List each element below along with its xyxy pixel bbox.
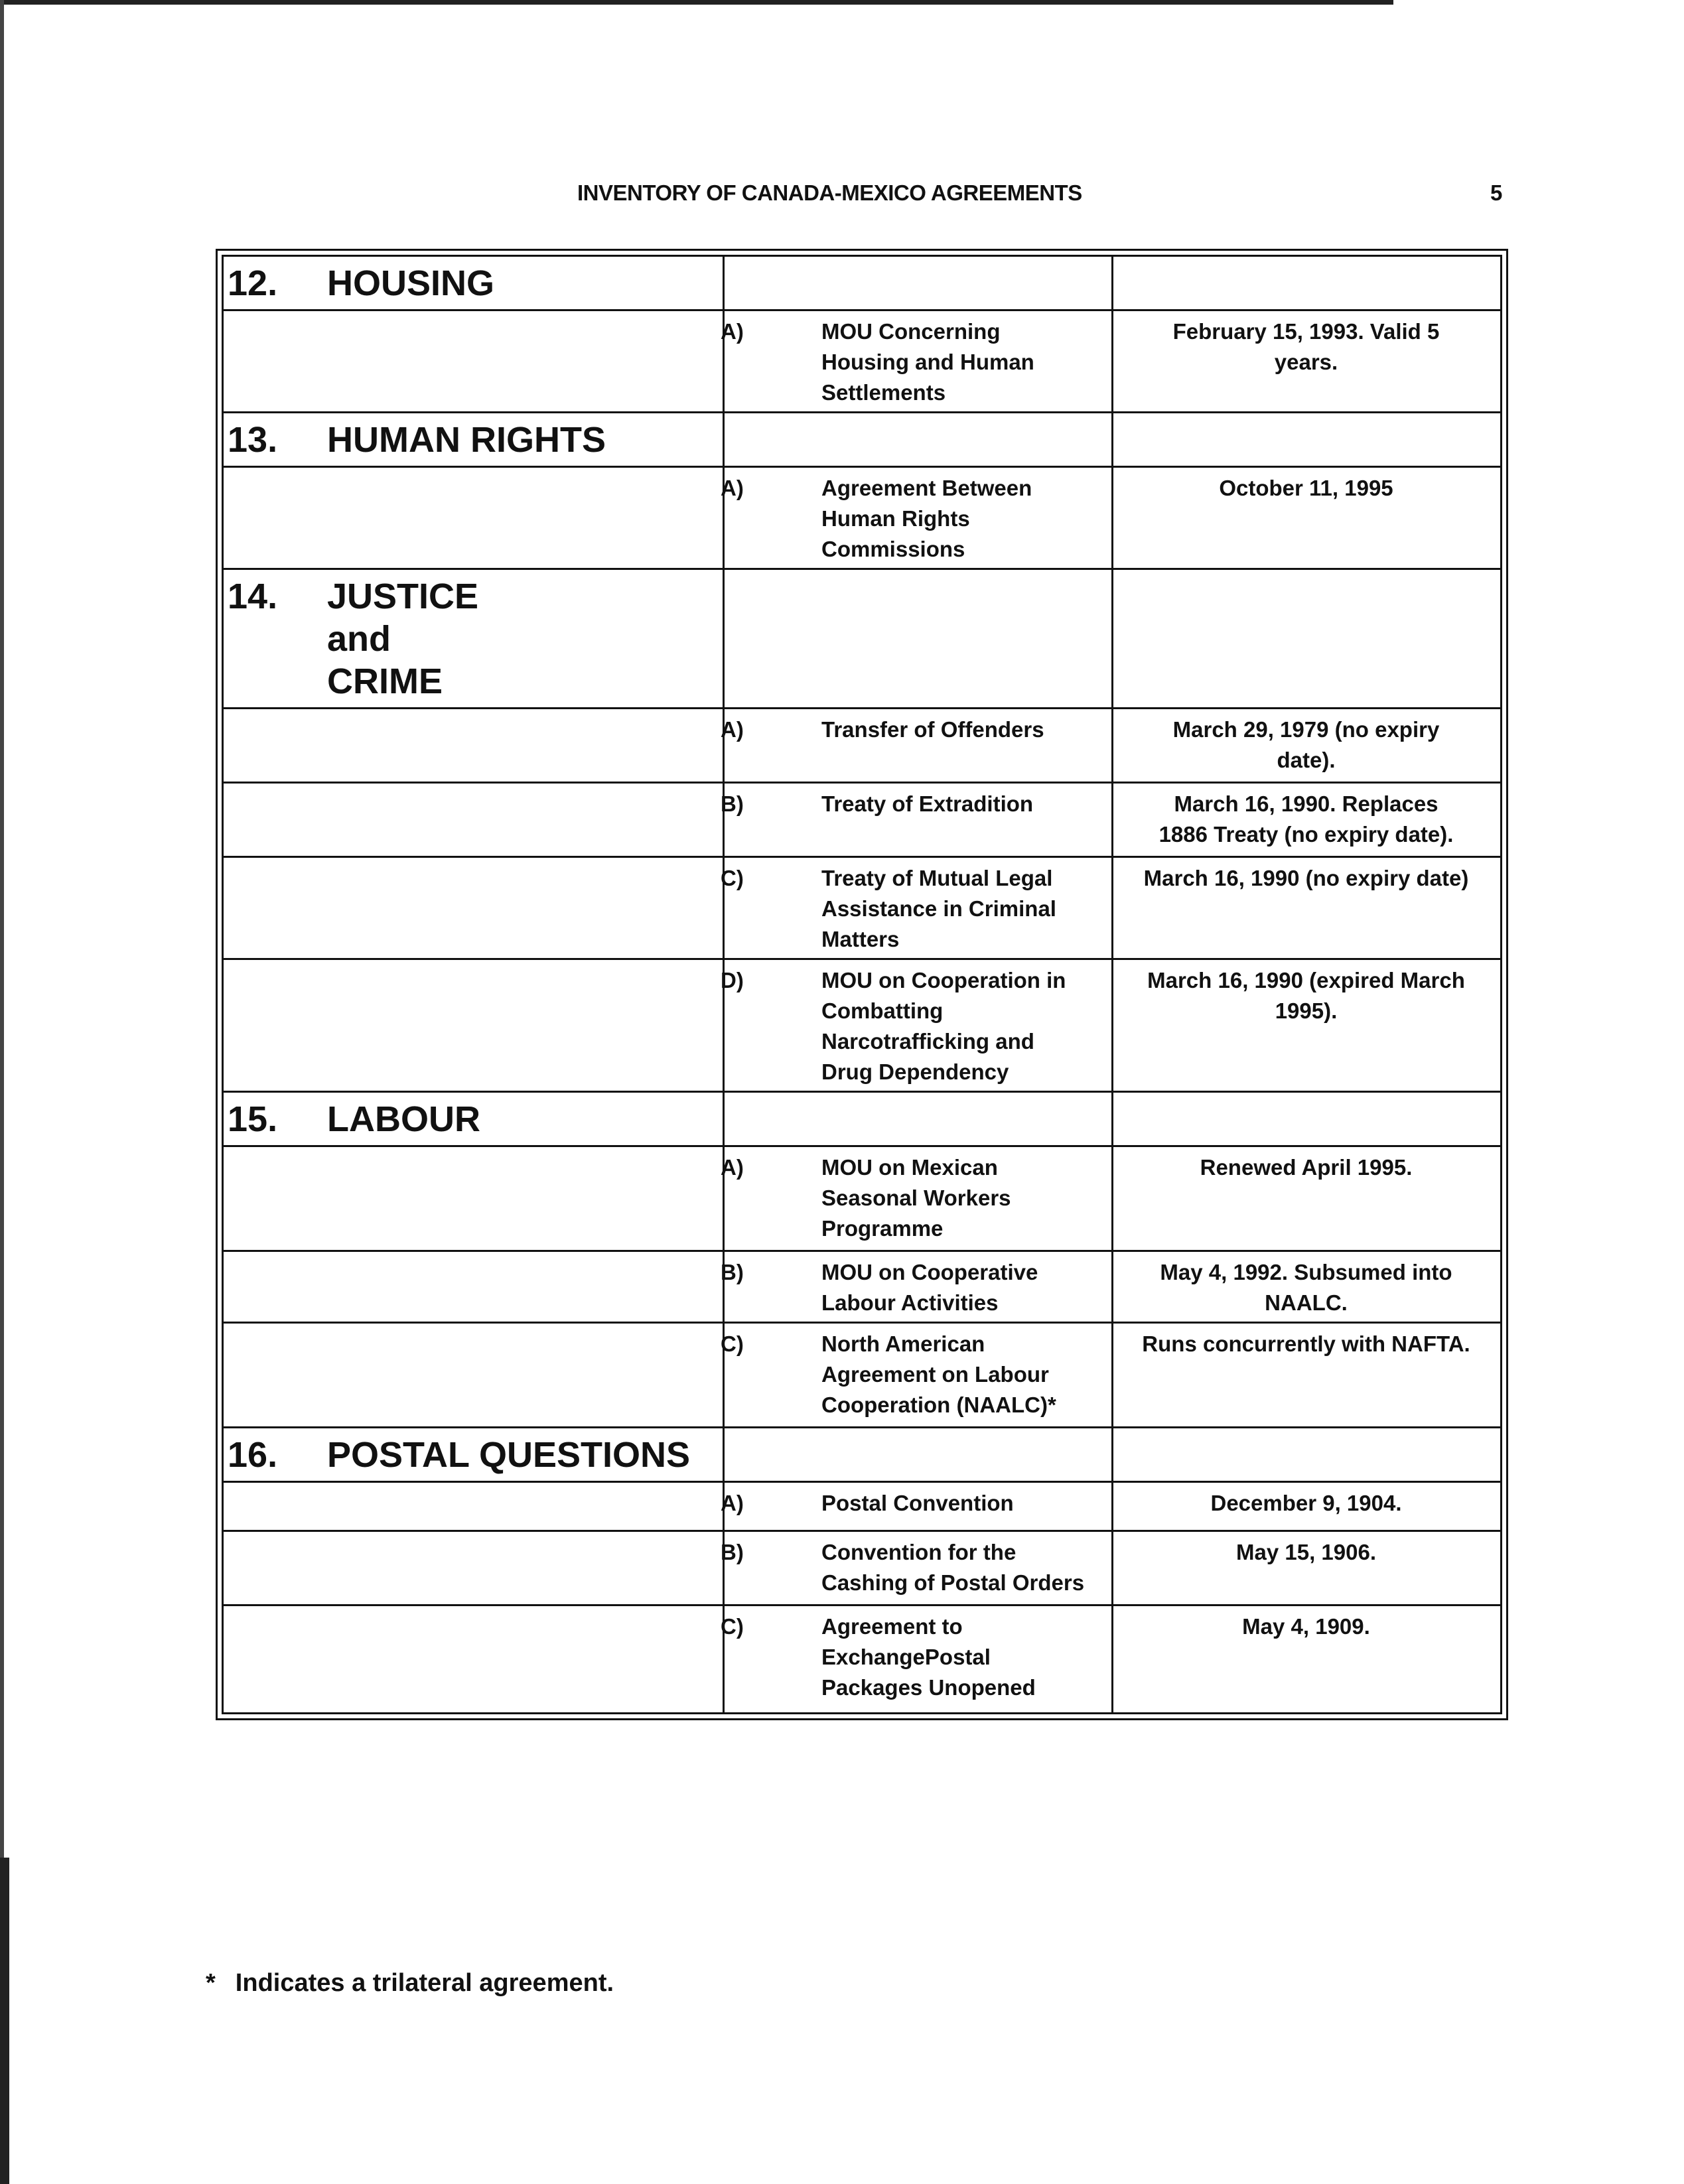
- table-row: [223, 1482, 1502, 1531]
- section-row-housing: [223, 256, 1502, 310]
- item-letter: B): [721, 1260, 744, 1284]
- item-letter: A): [721, 1155, 744, 1180]
- table-row: [223, 310, 1502, 413]
- item-date: October 11, 1995: [1219, 476, 1393, 500]
- item-letter: A): [721, 717, 744, 742]
- section-number: 16.: [228, 1435, 278, 1475]
- table-row: [223, 1146, 1502, 1251]
- section-row-postal-questions: [223, 1428, 1502, 1482]
- item-date: May 15, 1906.: [1236, 1540, 1376, 1564]
- footnote-marker: *: [206, 1969, 216, 1997]
- scan-edge-left-lower: [0, 1858, 9, 2184]
- section-name: HUMAN RIGHTS: [327, 420, 606, 460]
- table-row: [223, 783, 1502, 857]
- page-number: 5: [1490, 180, 1503, 205]
- section-number: 14.: [228, 577, 278, 616]
- table-row: [223, 1531, 1502, 1605]
- item-title: Convention for the Cashing of Postal Orders: [821, 1540, 1085, 1595]
- item-date: February 15, 1993. Valid 5 years.: [1172, 319, 1440, 374]
- table-row: [223, 857, 1502, 959]
- item-title: Agreement Between Human Rights Commissions: [821, 476, 1032, 561]
- item-title: Treaty of Extradition: [821, 791, 1034, 816]
- item-title: North American Agreement on Labour Cooperation (NAALC)*: [821, 1331, 1056, 1417]
- agreements-table-frame: [216, 249, 1508, 1720]
- table-row: [223, 1251, 1502, 1323]
- section-row-human-rights: [223, 413, 1502, 467]
- item-date: March 16, 1990 (expired March 1995).: [1147, 968, 1465, 1023]
- item-title: Postal Convention: [821, 1491, 1014, 1515]
- scan-edge-left: [0, 0, 4, 2184]
- section-name: HOUSING: [327, 263, 495, 303]
- table-row: [223, 467, 1502, 569]
- table-row: [223, 1323, 1502, 1428]
- item-letter: C): [721, 1331, 744, 1356]
- table-row: [223, 959, 1502, 1092]
- section-name: JUSTICE and CRIME: [327, 577, 479, 701]
- item-date: May 4, 1992. Subsumed into NAALC.: [1160, 1260, 1452, 1315]
- item-title: Agreement to ExchangePostal Packages Unopened: [821, 1614, 1036, 1700]
- item-letter: C): [721, 1614, 744, 1639]
- scan-edge-top: [0, 0, 1393, 5]
- footnote-text: Indicates a trilateral agreement.: [235, 1969, 614, 1997]
- item-date: May 4, 1909.: [1242, 1614, 1370, 1639]
- document-title: INVENTORY OF CANADA-MEXICO AGREEMENTS: [577, 180, 1082, 205]
- section-row-labour: [223, 1092, 1502, 1146]
- section-number: 15.: [228, 1099, 278, 1139]
- item-title: MOU on Cooperation in Combatting Narcotrafficking and Drug Dependency: [821, 968, 1066, 1084]
- item-date: December 9, 1904.: [1210, 1491, 1402, 1515]
- section-number: 12.: [228, 263, 278, 303]
- item-letter: C): [721, 866, 744, 890]
- item-letter: B): [721, 791, 744, 816]
- item-date: Runs concurrently with NAFTA.: [1142, 1331, 1470, 1356]
- item-date: Renewed April 1995.: [1200, 1155, 1413, 1180]
- item-date: March 29, 1979 (no expiry date).: [1172, 717, 1440, 772]
- item-title: MOU Concerning Housing and Human Settlements: [821, 319, 1034, 405]
- item-title: MOU on Cooperative Labour Activities: [821, 1260, 1038, 1315]
- section-name: LABOUR: [327, 1099, 480, 1139]
- footnote: [206, 1969, 614, 1998]
- item-title: Transfer of Offenders: [821, 717, 1044, 742]
- section-name: POSTAL QUESTIONS: [327, 1435, 691, 1475]
- item-letter: A): [721, 1491, 744, 1515]
- item-letter: A): [721, 319, 744, 344]
- item-letter: A): [721, 476, 744, 500]
- item-title: Treaty of Mutual Legal Assistance in Criminal Matters: [821, 866, 1056, 951]
- item-date: March 16, 1990. Replaces 1886 Treaty (no expiry date).: [1158, 791, 1454, 847]
- item-title: MOU on Mexican Seasonal Workers Programme: [821, 1155, 1011, 1241]
- section-row-justice-and-crime: [223, 569, 1502, 709]
- table-row: [223, 1605, 1502, 1714]
- table-row: [223, 709, 1502, 783]
- item-date: March 16, 1990 (no expiry date): [1143, 866, 1469, 890]
- item-letter: D): [721, 968, 744, 992]
- agreements-table: [222, 255, 1502, 1714]
- section-number: 13.: [228, 420, 278, 460]
- item-letter: B): [721, 1540, 744, 1564]
